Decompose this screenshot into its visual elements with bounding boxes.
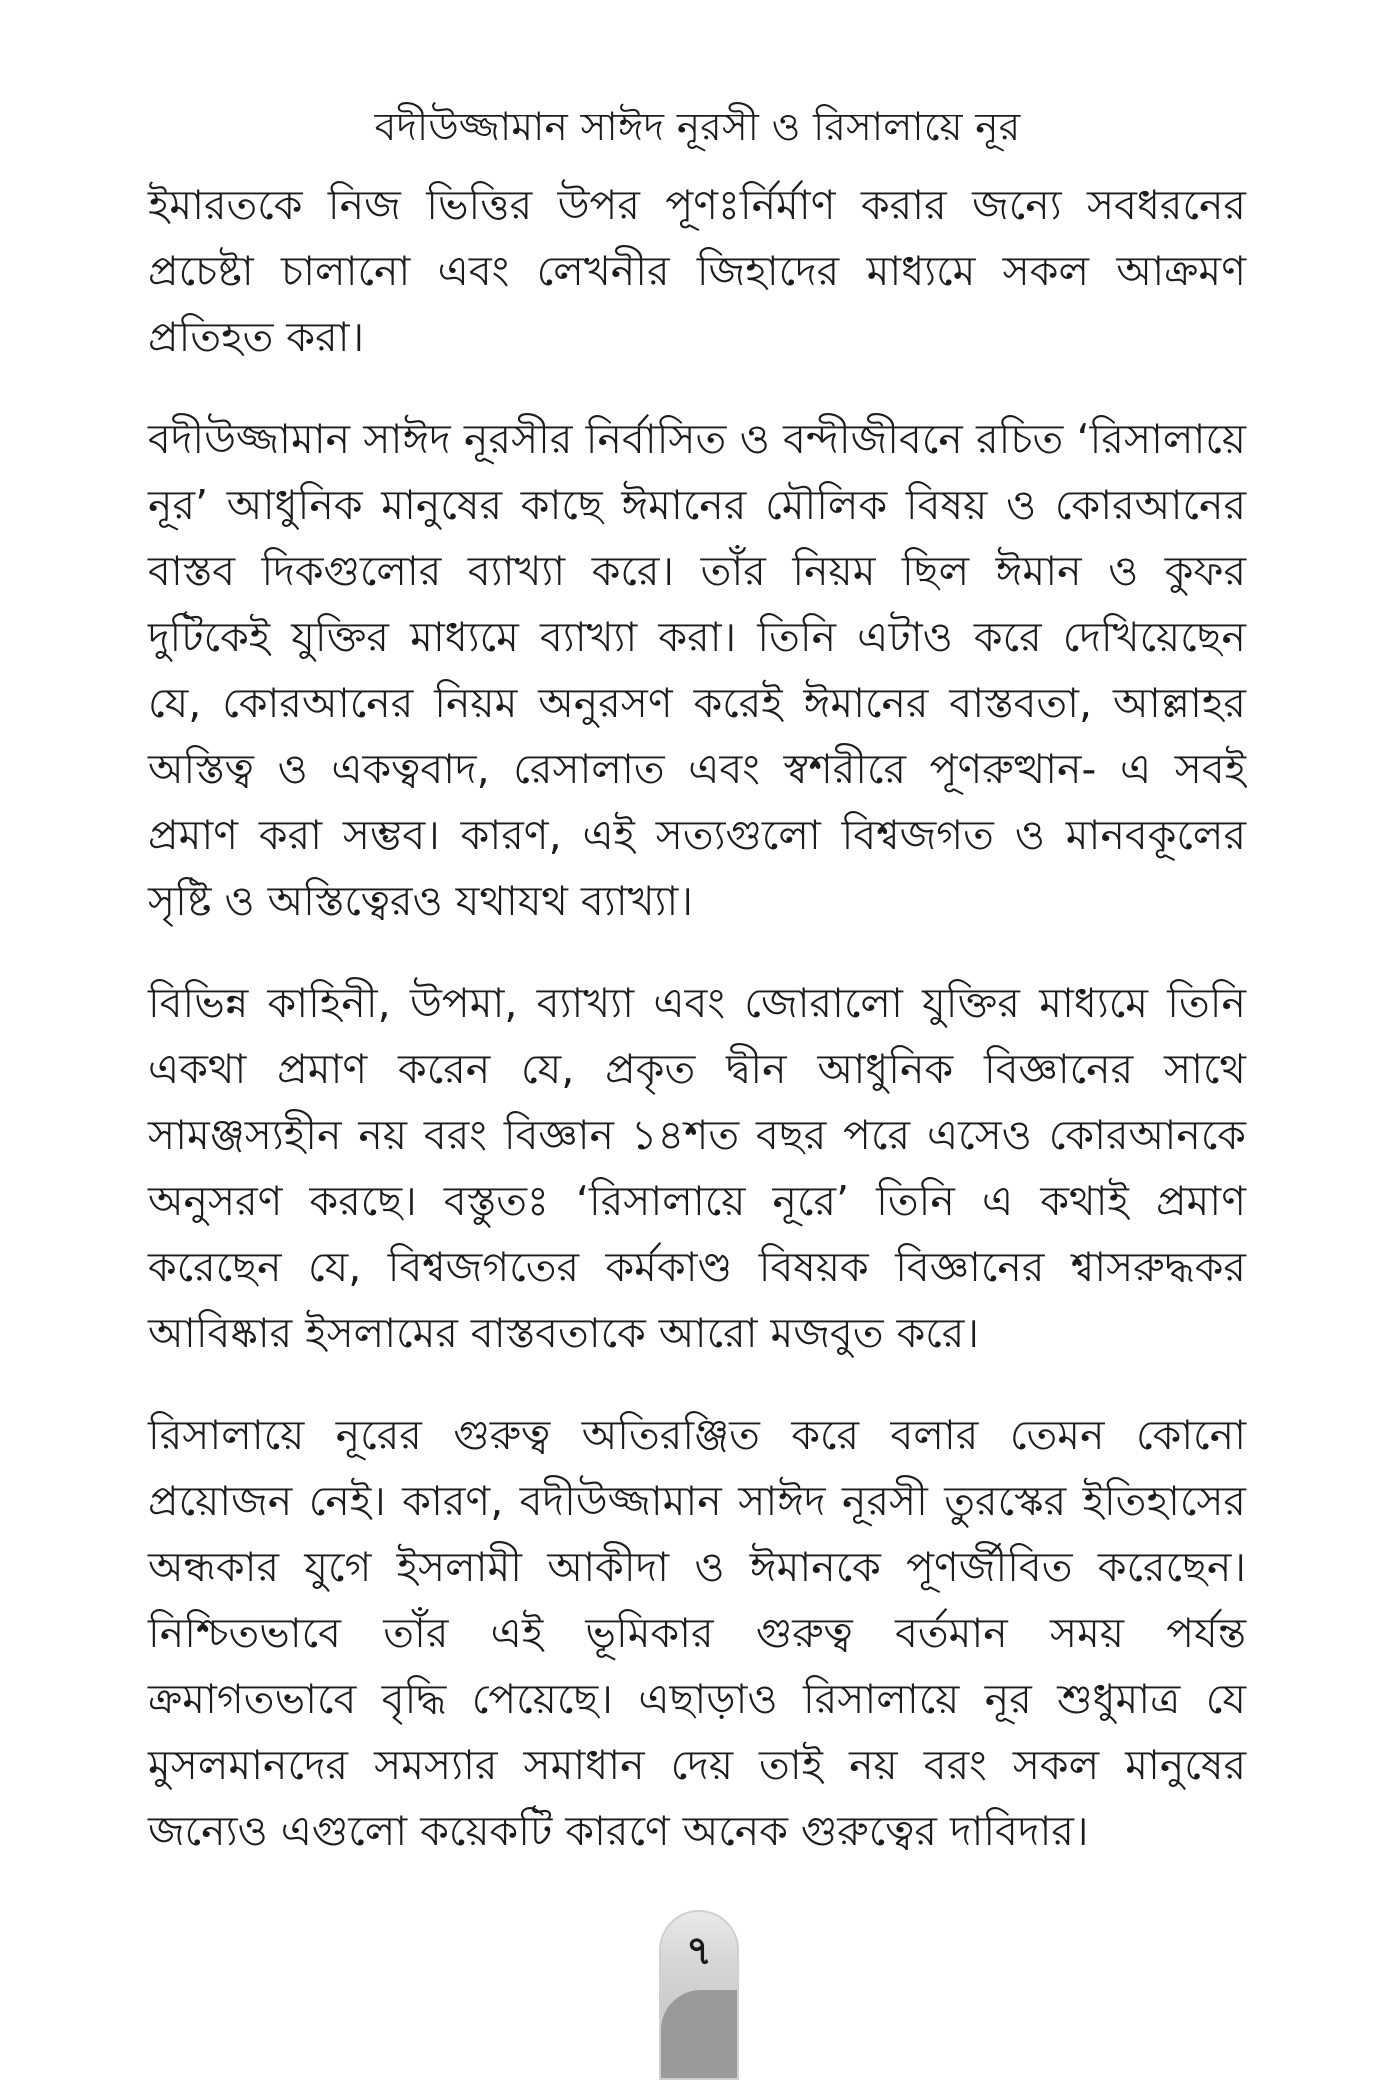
paragraph-3: বিভিন্ন কাহিনী, উপমা, ব্যাখ্যা এবং জোরালো যুক্তির মাধ্যমে তিনি একথা প্রমাণ করেন যে, প্রকৃত দ্বীন আধুনিক বিজ্ঞানের সাথে সামঞ্জস্যহীন নয় বরং বিজ্ঞান ১৪শত বছর পরে এসেও কোরআনকে অনুসরণ করছে। বস্তুতঃ ‘রিসালায়ে নূরে’ তিনি এ কথাই প্রমাণ করেছেন যে, বিশ্বজগতের কর্মকাণ্ড বিষয়ক বিজ্ঞানের শ্বাসরুদ্ধকর আবিষ্কার ইসলামের বাস্তবতাকে আরো মজবুত করে। <box>148 979 1246 1357</box>
running-header: বদীউজ্জামান সাঈদ নূরসী ও রিসালায়ে নূর <box>374 105 1021 150</box>
paragraph-2: বদীউজ্জামান সাঈদ নূরসীর নির্বাসিত ও বন্দীজীবনে রচিত ‘রিসালায়ে নূর’ আধুনিক মানুষের কাছে ঈমানের মৌলিক বিষয় ও কোরআনের বাস্তব দিকগুলোর ব্যাখ্যা করে। তাঁর নিয়ম ছিল ঈমান ও কুফর দুটিকেই যুক্তির মাধ্যমে ব্যাখ্যা করা। তিনি এটাও করে দেখিয়েছেন যে, কোরআনের নিয়ম অনুরসণ করেই ঈমানের বাস্তবতা, আল্লাহর অস্তিত্ব ও একত্ববাদ, রেসালাত এবং স্বশরীরে পূণরুত্থান- এ সবই প্রমাণ করা সম্ভব। কারণ, এই সত্যগুলো বিশ্বজগত ও মানবকূলের সৃষ্টি ও অস্তিত্বেরও যথাযথ ব্যাখ্যা। <box>148 415 1246 925</box>
paragraph-1: ইমারতকে নিজ ভিত্তির উপর পূণঃর্নির্মাণ করার জন্যে সবধরনের প্রচেষ্টা চালানো এবং লেখনীর জিহাদের মাধ্যমে সকল আক্রমণ প্রতিহত করা। <box>148 181 1246 361</box>
page-number: ৭ <box>685 1928 712 1974</box>
page-number-tab <box>659 1910 739 2080</box>
page-tab-decoration <box>661 1990 737 2078</box>
page-body <box>148 172 1246 1900</box>
paragraph-4: রিসালায়ে নূরের গুরুত্ব অতিরঞ্জিত করে বলার তেমন কোনো প্রয়োজন নেই। কারণ, বদীউজ্জামান সাঈদ নূরসী তুরস্কের ইতিহাসের অন্ধকার যুগে ইসলামী আকীদা ও ঈমানকে পূণর্জীবিত করেছেন। নিশ্চিতভাবে তাঁর এই ভূমিকার গুরুত্ব বর্তমান সময় পর্যন্ত ক্রমাগতভাবে বৃদ্ধি পেয়েছে। এছাড়াও রিসালায়ে নূর শুধুমাত্র যে মুসলমানদের সমস্যার সমাধান দেয় তাই নয় বরং সকল মানুষের জন্যেও এগুলো কয়েকটি কারণে অনেক গুরুত্বের দাবিদার। <box>148 1411 1246 1855</box>
